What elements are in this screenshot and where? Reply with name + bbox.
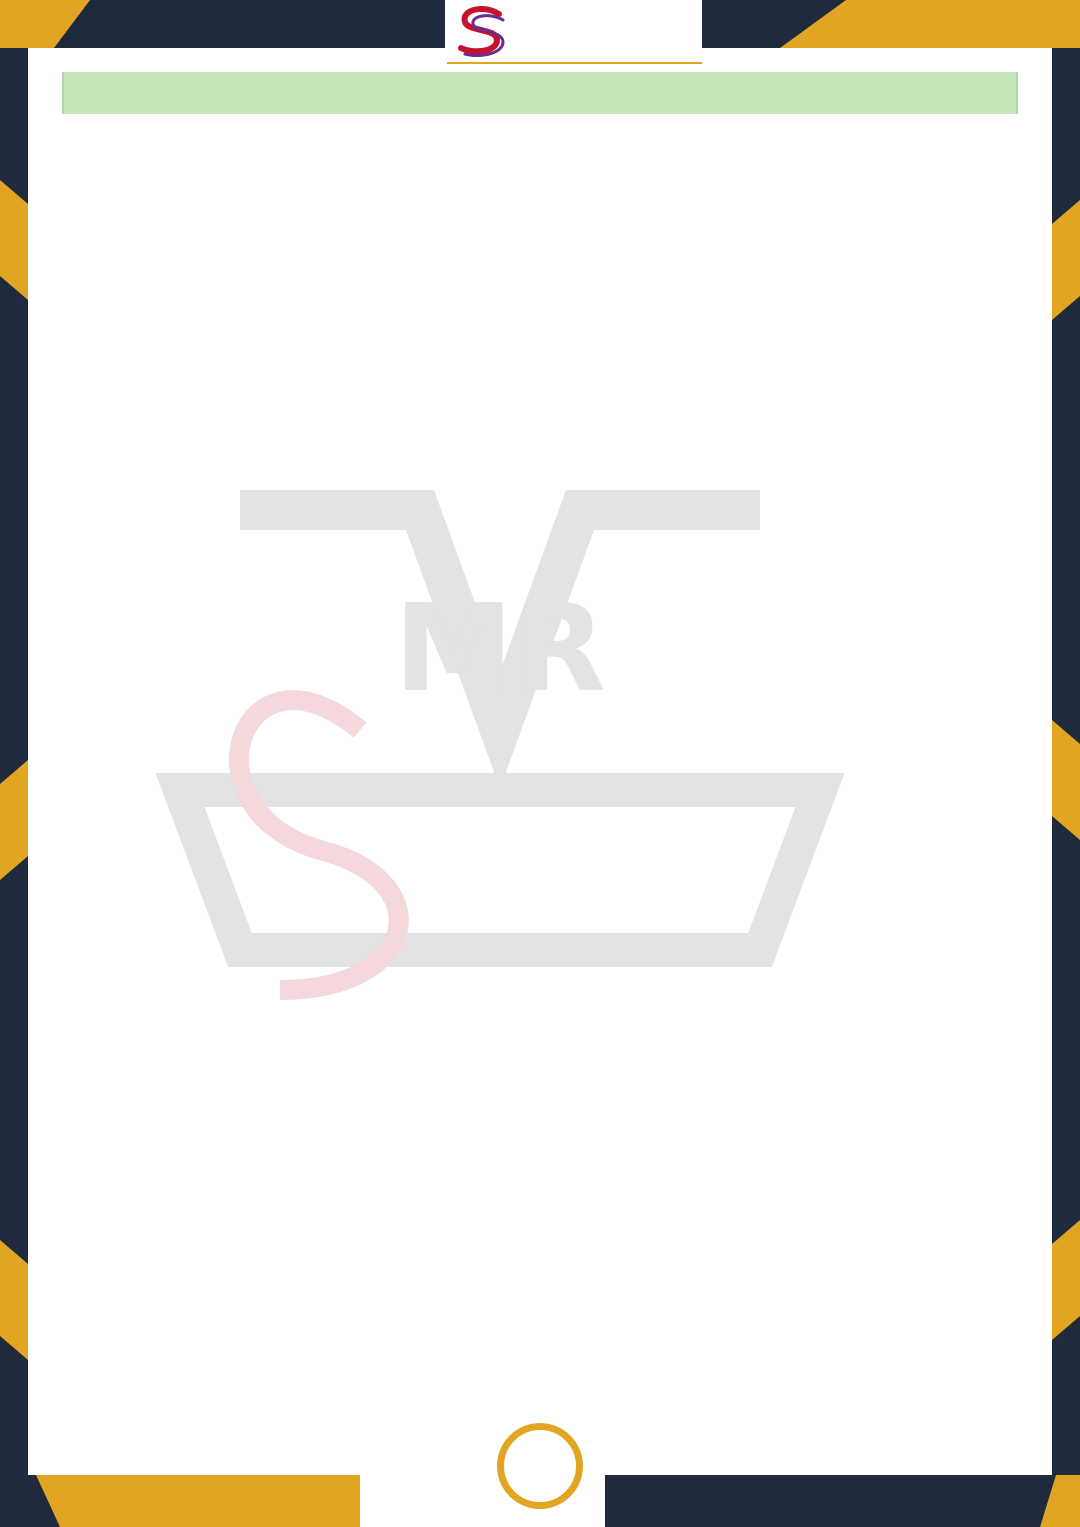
subject-title <box>70 2 400 46</box>
right-frame <box>1052 0 1080 1527</box>
page-header <box>0 0 1080 62</box>
site-logo <box>447 0 702 64</box>
svg-text:MR: MR <box>394 580 606 719</box>
left-frame <box>0 0 28 1527</box>
section-title <box>62 72 1018 114</box>
logo-s-icon <box>453 4 509 58</box>
page-number <box>497 1423 583 1509</box>
brand-title <box>870 2 1010 46</box>
author-name <box>60 1479 350 1523</box>
worksheet-content <box>62 66 1018 122</box>
watermark-logo <box>120 430 880 1030</box>
grade-label <box>610 1479 1030 1523</box>
